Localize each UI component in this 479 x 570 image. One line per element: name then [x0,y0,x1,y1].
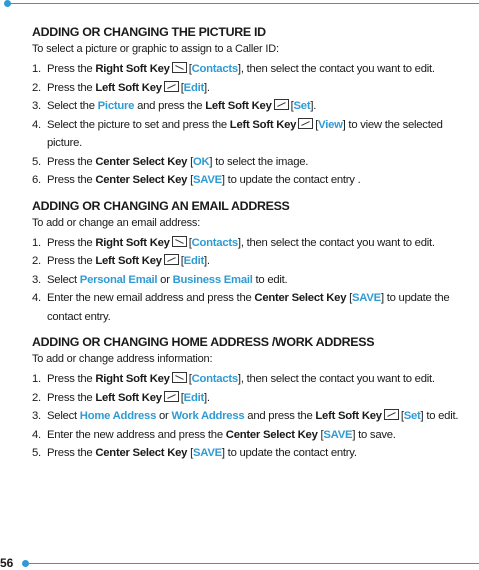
right-soft-key-icon [172,62,187,73]
section-home-work-address [32,334,462,463]
softkey-label: OK [192,155,210,168]
step-text-part: , then select the contact you want to edit. [240,373,435,385]
step-text [47,271,462,290]
top-rule [8,3,479,4]
step-number: 3. [32,410,41,422]
step-text-part: Press the [47,155,96,168]
list-item [32,79,462,98]
step-text-part: or [156,410,172,422]
step-text: Press the Right Soft Key [Contacts], then select the contact you want to edit. [47,236,435,249]
softkey-label: Contacts [191,63,238,75]
section-intro: To add or change address information: [32,353,213,365]
section-intro: To select a picture or graphic to assign to a Caller ID: [32,43,279,55]
step-number: 2. [32,81,41,94]
step-text-part: Press the [47,255,96,267]
menu-option: Business Email [172,273,253,286]
right-soft-key-icon [172,372,187,383]
list-item [32,60,462,79]
menu-option: Home Address [79,410,157,422]
step-text: Press the Center Select Key [SAVE] to update the contact entry . [47,174,361,186]
step-text-part: and press the [244,410,316,422]
section-title: ADDING OR CHANGING THE PICTURE ID [32,25,266,39]
left-soft-key-icon [164,391,179,402]
step-number: 6. [32,174,41,186]
softkey-label: View [318,118,343,131]
key-name: Center Select Key [225,428,318,441]
right-soft-key-icon [172,236,187,247]
step-text-part: Press the [47,174,96,186]
step-number: 5. [32,155,41,168]
key-name: Left Soft Key [95,81,162,94]
step-text-part: Select the picture to set and press the [47,118,230,131]
step-text-part: . [206,391,210,404]
left-soft-key-icon [164,254,179,265]
softkey-label: Contacts [191,373,238,385]
step-number: 4. [32,292,41,304]
menu-option: Picture [97,100,135,112]
step-text-part: to save. [355,428,396,441]
list-item [32,389,462,408]
step-text: Select the picture to set and press the Left Soft Key [View] to view the selected picture. [47,118,443,149]
step-text-part: . [206,255,210,267]
section-picture-id [32,24,462,190]
bottom-dot [22,560,29,567]
step-number: 1. [32,373,41,385]
list-item [32,444,462,463]
step-number: 4. [32,428,41,441]
list-item [32,289,462,326]
list-item [32,171,462,190]
list-item [32,116,462,153]
step-text: Press the Center Select Key [SAVE] to update the contact entry. [47,447,357,459]
left-soft-key-icon [384,409,399,420]
step-text: Enter the new address and press the Center Select Key [SAVE] to save. [47,428,396,441]
step-number: 2. [32,255,41,267]
list-item [32,407,462,426]
softkey-label: SAVE [192,447,222,459]
page-number: 56 [0,556,14,570]
step-text-part: Select [47,410,80,422]
key-name: Right Soft Key [95,63,170,75]
key-name: Left Soft Key [205,100,272,112]
key-name: Right Soft Key [95,236,170,249]
step-text-part: Press the [47,391,96,404]
step-text-part: to view the selected picture. [47,118,443,149]
step-text-part: to select the image. [212,155,309,168]
section-email-address [32,198,462,327]
step-text-part: , then select the contact you want to edit. [240,63,435,75]
step-text-part: Press the [47,81,96,94]
key-name: Left Soft Key [95,391,162,404]
key-name: Center Select Key [95,174,188,186]
step-text: Enter the new email address and press the Center Select Key [SAVE] to update the contact entry. [47,292,450,323]
step-number: 5. [32,447,41,459]
step-text: Press the Right Soft Key [Contacts], then select the contact you want to edit. [47,373,435,385]
step-text-part: Enter the new email address and press the [47,292,255,304]
step-text-part: Press the [47,447,96,459]
step-text: Press the Left Soft Key [Edit]. [47,81,210,94]
list-item [32,252,462,271]
step-text-part: to update the contact entry. [224,447,357,459]
list-item [32,370,462,389]
key-name: Center Select Key [254,292,347,304]
section-intro: To add or change an email address: [32,216,201,229]
step-number: 3. [32,100,41,112]
step-text-part: Press the [47,236,96,249]
softkey-label: Contacts [191,236,238,249]
step-text-part: to edit. [252,273,288,286]
step-text-part: Enter the new address and press the [47,428,226,441]
left-soft-key-icon [298,118,313,129]
step-text: Press the Center Select Key [OK] to select the image. [47,155,309,168]
step-text-part: , then select the contact you want to edit. [240,236,435,249]
step-list [32,234,462,327]
step-text-part: Select [47,273,80,286]
step-number: 4. [32,118,41,131]
key-name: Left Soft Key [95,255,162,267]
step-text-part: Press the [47,373,96,385]
softkey-label: SAVE [192,174,222,186]
softkey-label: Edit [183,391,205,404]
softkey-label: SAVE [352,292,381,304]
list-item [32,271,462,290]
section-title: ADDING OR CHANGING AN EMAIL ADDRESS [32,198,290,213]
list-item [32,153,462,172]
step-text: Press the Right Soft Key [Contacts], then select the contact you want to edit. [47,63,435,75]
softkey-label: SAVE [323,428,353,441]
step-text-part: . [206,81,210,94]
step-number: 3. [32,273,41,286]
softkey-label: Edit [183,255,205,267]
key-name: Right Soft Key [95,373,170,385]
step-text-part: Press the [47,63,96,75]
step-text-part: and press the [134,100,206,112]
step-number: 1. [32,63,41,75]
step-text-part: . [313,100,317,112]
step-text-part: to update the contact entry. [47,292,450,323]
softkey-label: Set [293,100,311,112]
softkey-label: Edit [183,81,205,94]
top-dot [4,0,11,7]
left-soft-key-icon [274,99,289,110]
list-item [32,234,462,253]
page-content [32,24,462,471]
key-name: Center Select Key [95,447,188,459]
left-soft-key-icon [164,81,179,92]
step-text-part: Select the [47,100,98,112]
step-list [32,60,462,190]
key-name: Center Select Key [95,155,188,168]
step-text-part: or [157,273,173,286]
list-item [32,97,462,116]
key-name: Left Soft Key [315,410,382,422]
menu-option: Personal Email [79,273,158,286]
step-text-part: to edit. [423,410,459,422]
bottom-rule [26,563,479,564]
step-text: Press the Left Soft Key [Edit]. [47,255,210,267]
step-text-part: to update the contact entry . [224,174,361,186]
softkey-label: Set [403,410,421,422]
key-name: Left Soft Key [229,118,297,131]
step-text: Select the Picture and press the Left Soft Key [Set]. [47,100,317,112]
step-text: Select Home Address or Work Address and press the Left Soft Key [Set] to edit. [47,410,459,422]
menu-option: Work Address [171,410,245,422]
step-number: 2. [32,391,41,404]
step-number: 1. [32,236,41,249]
list-item [32,426,462,445]
section-title: ADDING OR CHANGING HOME ADDRESS /WORK ADDRESS [32,335,375,349]
step-text: Press the Left Soft Key [Edit]. [47,391,210,404]
step-list [32,370,462,463]
